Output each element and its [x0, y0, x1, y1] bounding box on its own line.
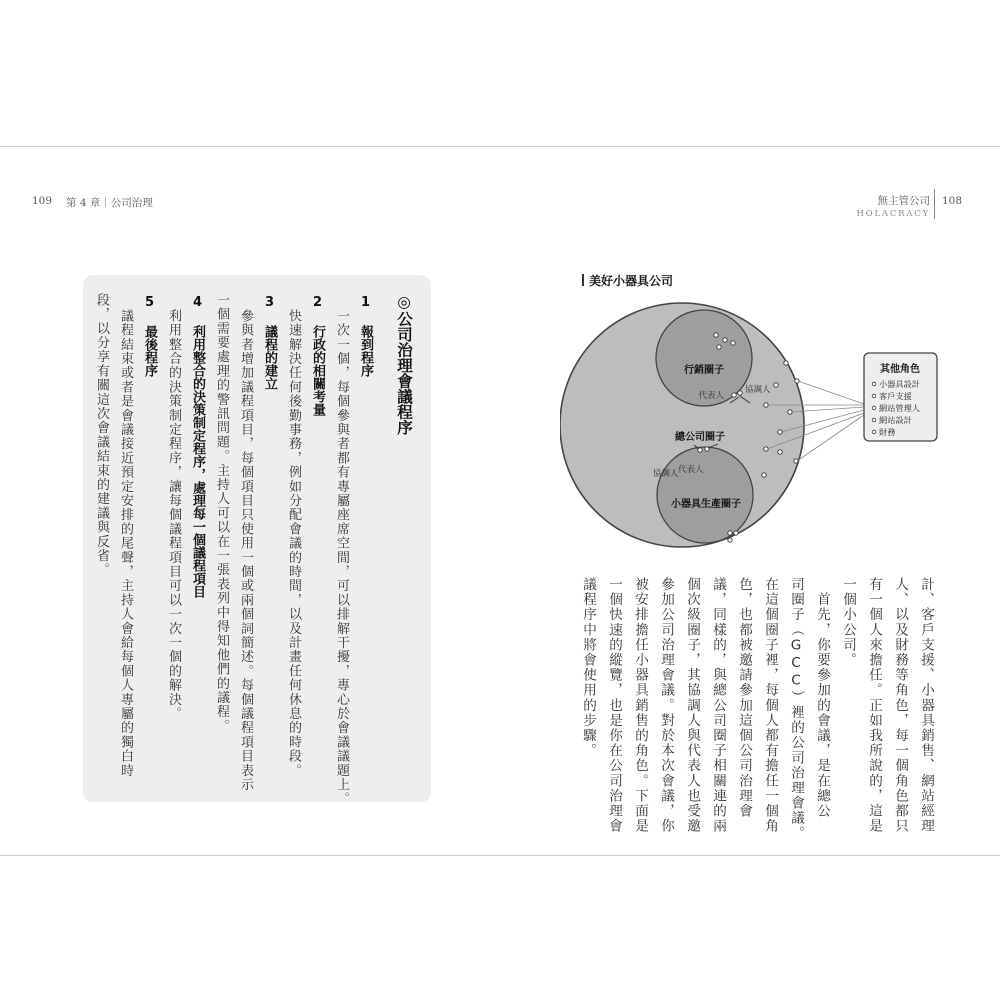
- marketing-rep-label: 代表人: [698, 391, 724, 401]
- body-column: 在這個圈子裡，每個人都有擔任一個角: [762, 577, 778, 834]
- body-column: 司圈子（GCC）裡的公司治理會議。: [788, 577, 804, 841]
- figure-title: 美好小器具公司: [582, 272, 673, 289]
- role-item: 網站設計: [879, 415, 912, 425]
- governance-meeting-sidebar: [83, 275, 431, 806]
- marketing-coord-label: 協調人: [745, 385, 771, 395]
- production-coord-label: 協調人: [653, 469, 679, 479]
- step-1-text: 一次一個，每個參與者都有專屬座席空間，可以排解干擾，專心於會議議題上。: [334, 309, 349, 806]
- body-column: 個次級圈子，其協調人與代表人也受邀: [684, 577, 700, 834]
- right-book-title: [856, 193, 930, 219]
- body-column: 色，也都被邀請參加這個公司治理會: [736, 577, 752, 819]
- body-column: 議程序中將會使用的步驟。: [580, 577, 596, 759]
- body-column: 一個小公司。: [840, 577, 856, 668]
- production-circle: [657, 447, 753, 543]
- header-divider: [934, 189, 935, 219]
- body-column: 議，同樣的，與總公司圈子相關連的兩: [710, 577, 726, 834]
- body-column: 有一個人來擔任。正如我所說的，這是: [866, 577, 882, 834]
- book-title-en: HOLACRACY: [856, 209, 930, 219]
- right-page-number: 108: [941, 195, 962, 207]
- step-2-text: 快速解決任何後勤事務，例如分配會議的時間，以及計畫任何休息的時段。: [286, 309, 301, 778]
- other-roles-title: 其他角色: [880, 364, 920, 375]
- body-column: 首先，你要參加的會議，是在總公: [814, 577, 830, 819]
- circle-structure-diagram: [560, 297, 940, 557]
- body-column: 一個快速的縱覽，也是你在公司治理會: [606, 577, 622, 834]
- role-item: 網站管理人: [879, 403, 920, 413]
- book-title-zh: 無主管公司: [877, 195, 930, 207]
- body-column: 人、以及財務等角色，每一個角色都只: [892, 577, 908, 834]
- role-item: 小器具設計: [879, 379, 920, 389]
- body-column: 被安排擔任小器具銷售的角色。下面是: [632, 577, 648, 834]
- step-2-heading: 2 行政的相關考量: [310, 295, 325, 416]
- sidebar-title: ◎公司治理會議程序: [395, 293, 413, 435]
- step-4-heading: 4 利用整合的決策制定程序，處理每一個議程項目: [190, 295, 205, 598]
- step-3-text-line-2: 一個需要處理的警訊問題。主持人可以在一張表列中得知他們的議程。: [214, 293, 229, 734]
- step-3-heading: 3 議程的建立: [262, 295, 277, 390]
- step-5-text-line-1: 議程結束或者是會議接近預定安排的尾聲，主持人會給每個人專屬的獨白時: [118, 309, 133, 778]
- role-item: 客戶支援: [879, 391, 912, 401]
- production-circle-label: 小器具生產圈子: [671, 499, 741, 510]
- book-spread: [0, 146, 1000, 856]
- left-chapter-title: 第 4 章｜公司治理: [66, 197, 153, 209]
- marketing-circle-label: 行銷圈子: [684, 365, 724, 376]
- step-4-text: 利用整合的決策制定程序，讓每個議程項目可以一次一個的解決。: [166, 309, 181, 721]
- step-5-text-line-2: 段，以分享有關這次會議結束的建議與反省。: [94, 293, 109, 577]
- body-column: 參加公司治理會議。對於本次會議，你: [658, 577, 674, 834]
- production-rep-label: 代表人: [678, 465, 704, 475]
- step-1-heading: 1 報到程序: [358, 295, 373, 377]
- general-circle-label: 總公司圈子: [675, 432, 725, 443]
- left-page-number: 109: [32, 195, 53, 207]
- body-column: 計、客戶支援、小器具銷售、網站經理: [918, 577, 934, 834]
- step-3-text-line-1: 參與者增加議程項目，每個項目只使用一個或兩個詞簡述。每個議程項目表示: [238, 309, 253, 792]
- role-item: 財務: [879, 427, 896, 437]
- step-5-heading: 5 最後程序: [142, 295, 157, 377]
